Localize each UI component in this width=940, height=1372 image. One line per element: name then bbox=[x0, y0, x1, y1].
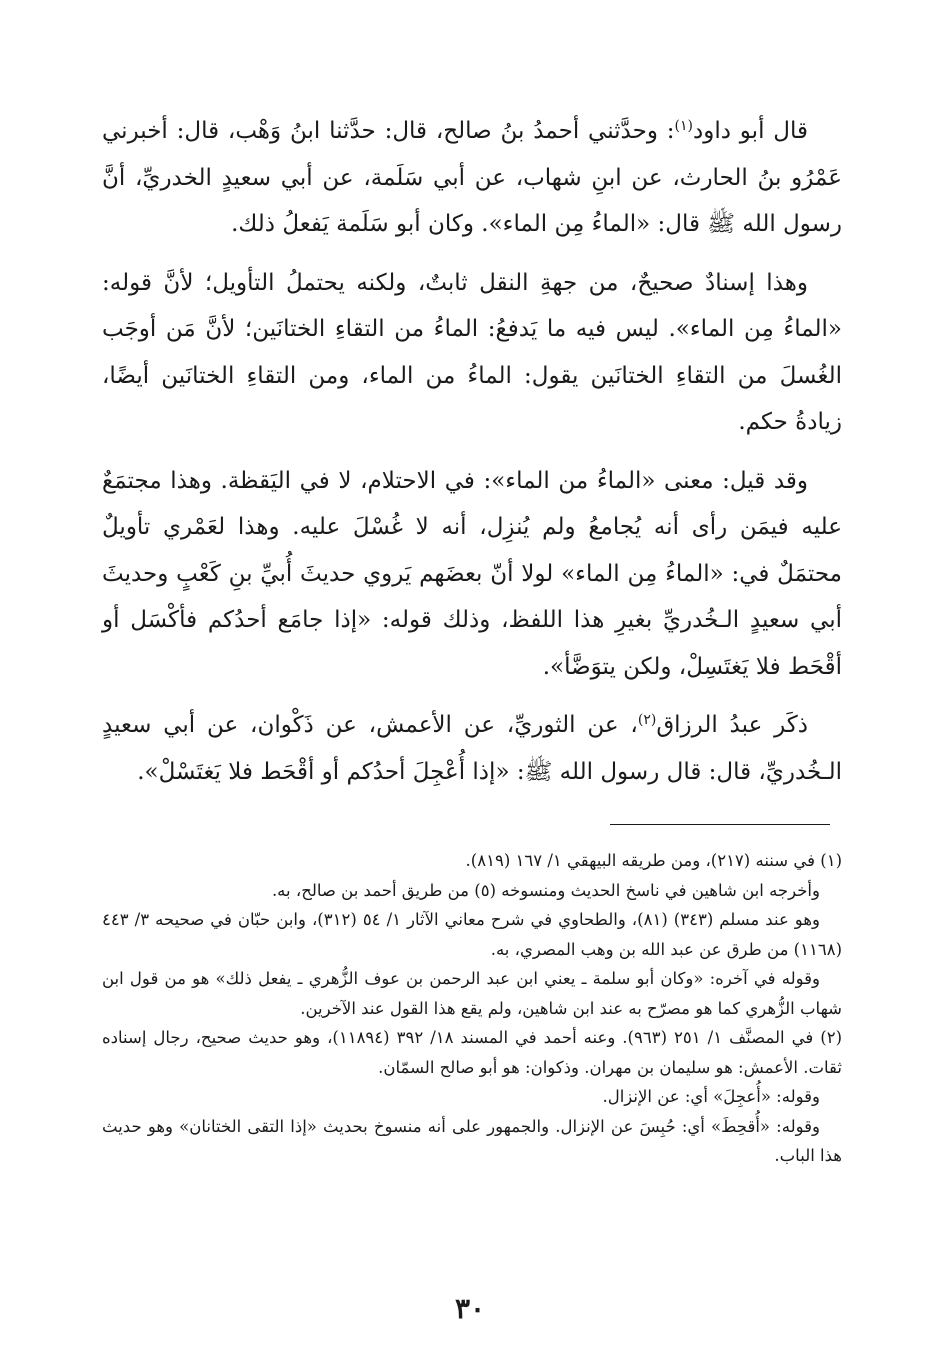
footnote-1-line: وهو عند مسلم (٣٤٣) (٨١)، والطحاوي في شرح معاني الآثار ١/ ٥٤ (٣١٢)، وابن حبّان في صحيحه ٣/ ٤٤٣ (١١٦٨) من طرق عن عبد الله بن وهب المصري، به. bbox=[102, 910, 842, 959]
paragraph-1 bbox=[102, 108, 842, 248]
main-text bbox=[102, 108, 842, 807]
paragraph-text: وهذا إسنادٌ صحيحٌ، من جهةِ النقل ثابتٌ، ولكنه يحتملُ التأويل؛ لأنَّ قوله: «الماءُ مِن الماء». ليس فيه ما يَدفعُ: الماءُ من التقاءِ الختانَين؛ لأنَّ مَن أوجَب الغُسلَ من التقاءِ الختانَين يقول: الماءُ من الماء، ومن التقاءِ الختانَين أيضًا، زيادةُ حكم. bbox=[102, 269, 843, 435]
footnote-1-line: وأخرجه ابن شاهين في ناسخ الحديث ومنسوخه (٥) من طريق أحمد بن صالح، به. bbox=[271, 880, 820, 900]
paragraph-text: ذكَر عبدُ الرزاق bbox=[656, 712, 808, 738]
paragraph-text: ، عن الثوريِّ، عن الأعمش، عن ذَكْوان، عن أبي سعيدٍ الـخُدريِّ، قال: قال رسول الله ﷺ: «إذا أُعْجِلَ أحدُكم أو أقْحَط فلا يَغتَسْلْ». bbox=[102, 712, 842, 785]
page-number: ٣٠ bbox=[454, 1292, 486, 1325]
paragraph-3 bbox=[102, 458, 842, 691]
paragraph-2 bbox=[102, 260, 842, 446]
footnote-1-line: وقوله في آخره: «وكان أبو سلمة ـ يعني ابن عبد الرحمن بن عوف الزُّهري ـ يفعل ذلك» هو من قول ابن شهاب الزُّهري كما هو مصرّح به عند ابن شاهين، ولم يقع هذا القول عند الآخرين. bbox=[102, 969, 842, 1018]
footnote-separator bbox=[610, 824, 830, 825]
footnote-2-line: وقوله: «أُقحِطَ» أي: حُبِسَ عن الإنزال. والجمهور على أنه منسوخ بحديث «إذا التقى الختانان» وهو حديث هذا الباب. bbox=[102, 1116, 842, 1165]
footnote-ref-1: (١) bbox=[674, 118, 693, 134]
footnote-1: (١) في سننه (٢١٧)، ومن طريقه البيهقي ١/ ١٦٧ (٨١٩). bbox=[465, 851, 842, 870]
footnote-ref-2: (٢) bbox=[637, 712, 657, 728]
paragraph-text: : وحدَّثني أحمدُ بنُ صالح، قال: حدَّثنا ابنُ وَهْب، قال: أخبرني عَمْرُو بنُ الحارث، عن ابنِ شهاب، عن أبي سَلَمة، عن أبي سعيدٍ الخدريِّ، أنَّ رسول الله ﷺ قال: «الماءُ مِن الماء». وكان أبو سَلَمة يَفعلُ ذلك. bbox=[102, 118, 842, 237]
paragraph-text: وقد قيل: معنى «الماءُ من الماء»: في الاحتلام، لا في اليَقظة. وهذا مجتمَعٌ عليه فيمَن رأى أنه يُجامعُ ولم يُنزِل، أنه لا غُسْلَ عليه. وهذا لعَمْري تأويلٌ محتمَلٌ في: «الماءُ مِن الماء» لولا أنّ بعضَهم يَروي حديثَ أُبيِّ بنِ كَعْبٍ وحديثَ أبي سعيدٍ الـخُدريِّ بغيرِ هذا اللفظ، وذلك قوله: «إذا جامَع أحدُكم فأكْسَل أو أقْحَط فلا يَغتَسِلْ، ولكن يتوَضَّأ». bbox=[102, 467, 842, 680]
footnote-2: (٢) في المصنَّف ١/ ٢٥١ (٩٦٣). وعنه أحمد في المسند ١٨/ ٣٩٢ (١١٨٩٤)، وهو حديث صحيح، رجال إسناده ثقات. الأعمش: هو سليمان بن مهران. وذكوان: هو أبو صالح السمّان. bbox=[102, 1028, 843, 1077]
paragraph-4 bbox=[102, 702, 842, 795]
footnotes bbox=[102, 846, 842, 1171]
footnote-2-line: وقوله: «أُعجِلَ» أي: عن الإنزال. bbox=[602, 1087, 820, 1106]
paragraph-text: قال أبو داود bbox=[692, 118, 808, 144]
